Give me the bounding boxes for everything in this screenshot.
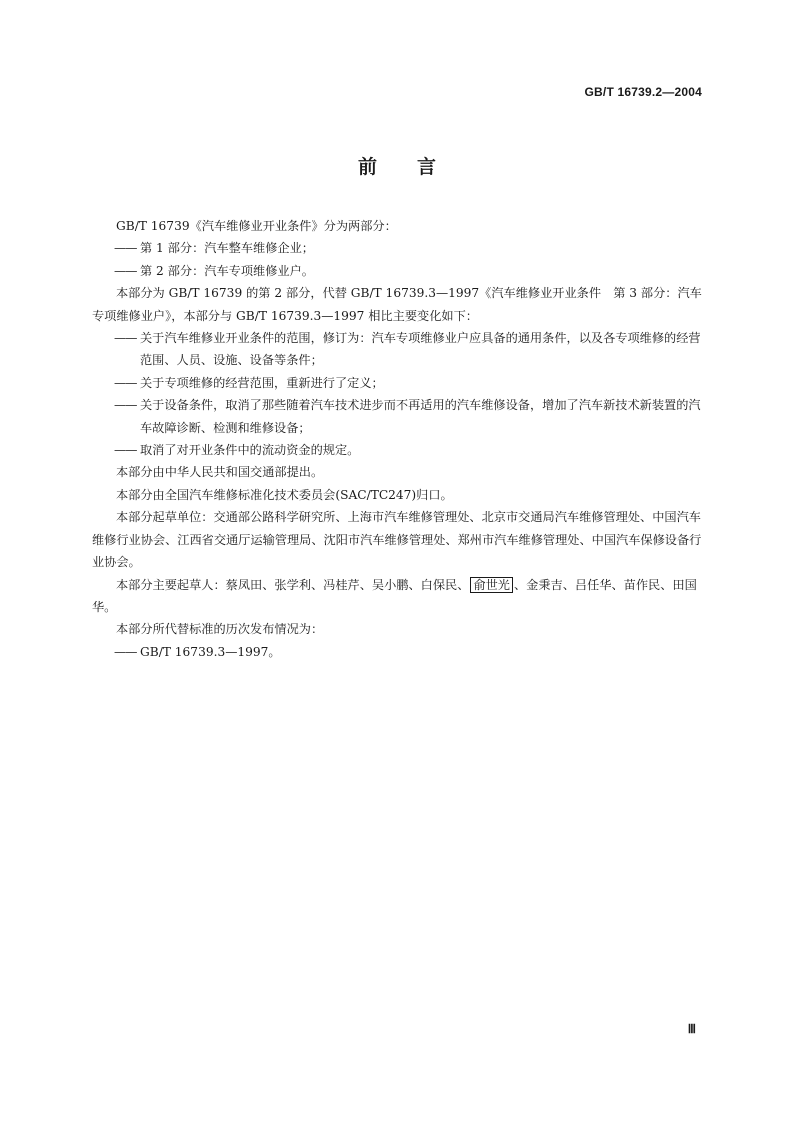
list-item-text: 关于设备条件，取消了那些随着汽车技术进步而不再适用的汽车维修设备，增加了汽车新技术新装置的汽车故障诊断、检测和维修设备； [140, 398, 701, 435]
list-item-text: 取消了对开业条件中的流动资金的规定。 [140, 443, 360, 458]
list-item-text: GB/T 16739.3—1997。 [140, 644, 281, 659]
paragraph-committee: 本部分由全国汽车维修标准化技术委员会(SAC/TC247)归口。 [116, 487, 453, 502]
list-item [92, 439, 706, 461]
list-item [92, 327, 706, 372]
list-item [92, 260, 706, 282]
list-item-text: 第 2 部分：汽车专项维修业户。 [140, 263, 314, 278]
paragraph-drafting-units: 本部分起草单位：交通部公路科学研究所、上海市汽车维修管理处、北京市交通局汽车维修管理处、中国汽车维修行业协会、江西省交通厅运输管理局、沈阳市汽车维修管理处、郑州市汽车维修管理处、中国汽车保修设备行业协会。 [92, 510, 702, 570]
dash-marker: —— [114, 241, 137, 256]
dash-marker: —— [114, 331, 137, 346]
document-body [92, 215, 706, 663]
drafters-text-rest: 、金秉吉、吕任华、苗作民、田国华。 [92, 577, 697, 614]
list-item [92, 641, 706, 663]
dash-marker: —— [114, 263, 137, 278]
paragraph-drafters [92, 574, 706, 619]
dash-marker: —— [114, 443, 137, 458]
drafters-text: 本部分主要起草人：蔡凤田、张学利、冯桂芹、吴小鹏、白保民、 [116, 577, 470, 592]
dash-marker: —— [114, 644, 137, 659]
highlighted-name-box: 俞世光 [470, 577, 513, 593]
dash-marker: —— [114, 375, 137, 390]
paragraph-history: 本部分所代替标准的历次发布情况为： [116, 622, 324, 637]
standard-code: GB/T 16739.2—2004 [584, 85, 702, 99]
list-item-text: 关于专项维修的经营范围，重新进行了定义； [140, 375, 384, 390]
paragraph-proposer: 本部分由中华人民共和国交通部提出。 [116, 465, 324, 480]
list-item [92, 394, 706, 439]
list-item [92, 372, 706, 394]
dash-marker: —— [114, 398, 137, 413]
page-title: 前言 [357, 156, 476, 178]
paragraph-replacement: 本部分为 GB/T 16739 的第 2 部分，代替 GB/T 16739.3—1997《汽车维修业开业条件 第 3 部分：汽车专项维修业户》，本部分与 GB/T 16739.3—1997 相比主要变化如下： [92, 286, 702, 323]
list-item-text: 关于汽车维修业开业条件的范围，修订为：汽车专项维修业户应具备的通用条件，以及各专项维修的经营范围、人员、设施、设备等条件； [140, 331, 701, 368]
paragraph-intro: GB/T 16739《汽车维修业开业条件》分为两部分： [116, 219, 397, 233]
list-item-text: 第 1 部分：汽车整车维修企业； [140, 241, 314, 256]
list-item [92, 237, 706, 259]
page-number: Ⅲ [687, 1022, 696, 1036]
